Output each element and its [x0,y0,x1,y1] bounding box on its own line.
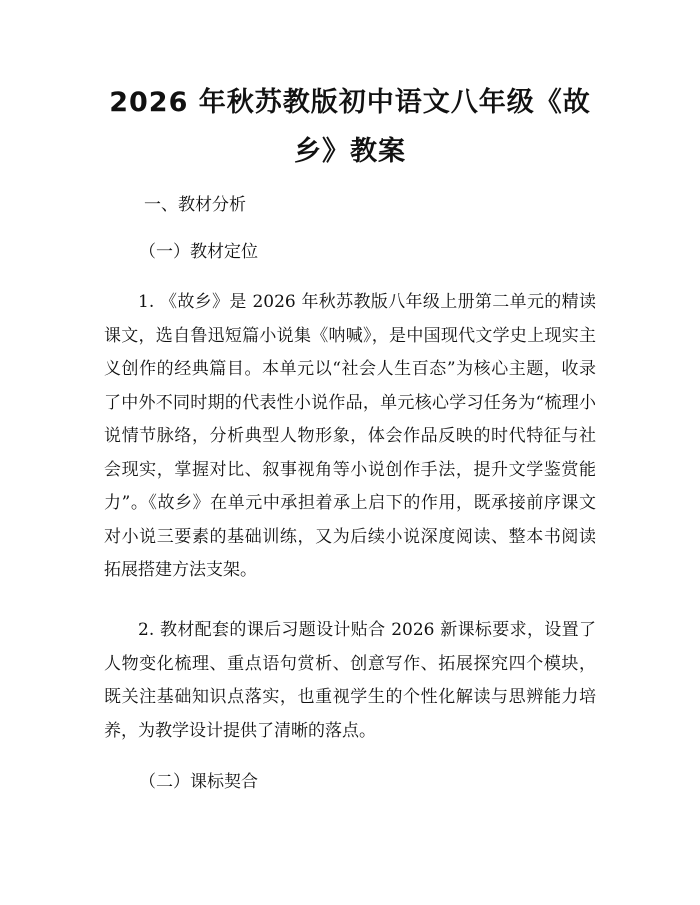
paragraph-2: 2. 教材配套的课后习题设计贴合 2026 新课标要求，设置了人物变化梳理、重点语句赏析、创意写作、拓展探究四个模块，既关注基础知识点落实，也重视学生的个性化解读与思辨能力培养，为教学设计提供了清晰的落点。 [104,620,596,741]
section-heading-teaching-material-analysis: 一、教材分析 [144,195,246,215]
document-title: 2026 年秋苏教版初中语文八年级《故乡》教案 [109,87,591,167]
paragraph-1: 1. 《故乡》是 2026 年秋苏教版八年级上册第二单元的精读课文，选自鲁迅短篇小说集《呐喊》，是中国现代文学史上现实主义创作的经典篇目。本单元以“社会人生百态”为核心主题，收录了中外不同时期的代表性小说作品，单元核心学习任务为“梳理小说情节脉络，分析典型人物形象，体会作品反映的时代特征与社会现实，掌握对比、叙事视角等小说创作手法，提升文学鉴赏能力”。《故乡》在单元中承担着承上启下的作用，既承接前序课文对小说三要素的基础训练，又为后续小说深度阅读、整本书阅读拓展搭建方法支架。 [104,292,596,580]
subsection-heading-material-positioning: （一）教材定位 [139,242,258,262]
subsection-heading-curriculum-alignment: （二）课标契合 [139,772,258,792]
